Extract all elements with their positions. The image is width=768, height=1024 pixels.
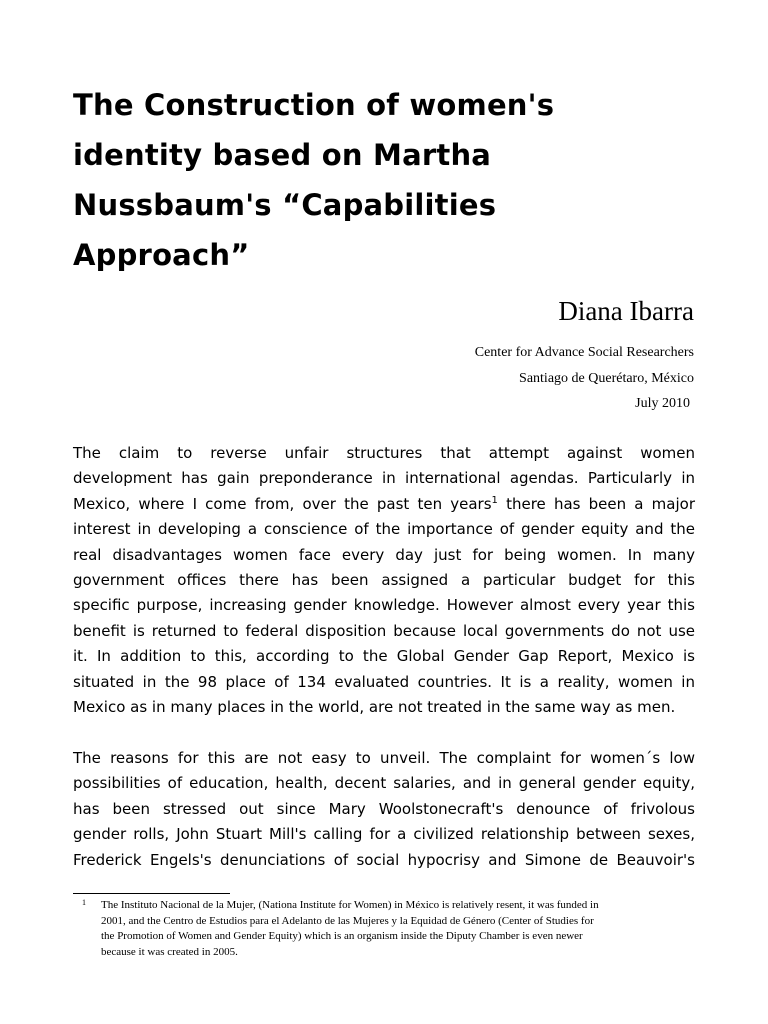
paragraph-line: interest in developing a conscience of the importance of gender equity and the xyxy=(73,520,695,539)
paragraph-line: The reasons for this are not easy to unveil. The complaint for women´s low xyxy=(73,749,695,767)
footnote-line: because it was created in 2005. xyxy=(101,945,238,958)
paragraph-line: benefit is returned to federal disposition because local governments do not use xyxy=(73,621,695,640)
paragraph-line-text: Mexico, where I come from, over the past ten years xyxy=(73,494,492,513)
paragraph-line xyxy=(73,492,695,517)
title-line: Nussbaum's “Capabilities xyxy=(73,188,497,222)
title-line: Approach” xyxy=(73,238,250,272)
paragraph-line: government offices there has been assigned a particular budget for this xyxy=(73,570,695,589)
paragraph-line: possibilities of education, health, decent salaries, and in general gender equity, xyxy=(73,774,695,793)
footnote-line: The Instituto Nacional de la Mujer, (Nationa Institute for Women) in México is relatively resent, it was funded in xyxy=(101,899,599,911)
author-name: Diana Ibarra xyxy=(558,296,694,326)
title-line: The Construction of women's xyxy=(73,88,555,122)
paragraph-line: Frederick Engels's denunciations of social hypocrisy and Simone de Beauvoir's xyxy=(73,850,695,869)
paragraph-line: The claim to reverse unfair structures that attempt against women xyxy=(73,444,695,462)
footnote-marker: 1 xyxy=(82,898,86,907)
affiliation-institution: Center for Advance Social Researchers xyxy=(474,345,694,360)
title-line: identity based on Martha xyxy=(73,138,492,172)
footnote xyxy=(80,898,700,960)
affiliation-location: Santiago de Querétaro, México xyxy=(519,371,694,386)
body-paragraph-1 xyxy=(73,441,695,720)
paragraph-line: specific purpose, increasing gender knowledge. However almost every year this xyxy=(73,596,695,615)
paragraph-line: Mexico as in many places in the world, are not treated in the same way as men. xyxy=(73,697,676,716)
paragraph-line: gender rolls, John Stuart Mill's calling for a civilized relationship between sexes, xyxy=(73,825,695,844)
body-paragraph-2 xyxy=(73,746,695,873)
paragraph-line: development has gain preponderance in international agendas. Particularly in xyxy=(73,469,695,488)
paragraph-line: has been stressed out since Mary Woolstonecraft's denounce of frivolous xyxy=(73,799,695,818)
footnote-line: 2001, and the Centro de Estudios para el Adelanto de las Mujeres y la Equidad de Género (Center of Studies for xyxy=(101,914,594,927)
footnote-line: the Promotion of Women and Gender Equity) which is an organism inside the Diputy Chamber is even newer xyxy=(101,930,583,942)
affiliation-date: July 2010 xyxy=(635,396,690,411)
paragraph-line: situated in the 98 place of 134 evaluated countries. It is a reality, women in xyxy=(73,672,695,691)
document-title xyxy=(73,80,713,280)
paragraph-line: real disadvantages women face every day just for being women. In many xyxy=(73,545,695,564)
footnote-reference[interactable]: 1 xyxy=(491,494,498,506)
paragraph-line: it. In addition to this, according to the Global Gender Gap Report, Mexico is xyxy=(73,647,695,666)
paragraph-line-text: there has been a major xyxy=(497,494,695,513)
footnote-separator xyxy=(73,893,230,894)
